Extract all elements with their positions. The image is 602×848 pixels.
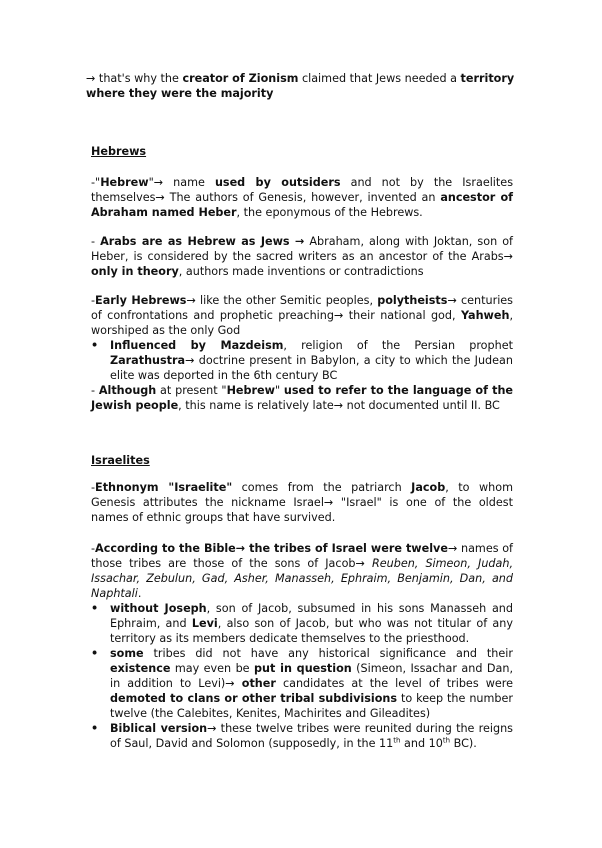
without-joseph-bullet: • without Joseph, son of Jacob, subsumed in his sons Manasseh and Ephraim, and Levi, also son of Jacob, but who was not titular of any territory as its members dedicate themselves to the priesthood. xyxy=(91,602,513,645)
hebrews-paragraph-1: -"Hebrew"→ name used by outsiders and not by the Israelites themselves→ The authors of Genesis, however, invented an ancestor of Abraham named Heber, the eponymous of the Hebrews. xyxy=(91,176,514,219)
intro-paragraph: → that's why the creator of Zionism claimed that Jews needed a territory where they were the majority xyxy=(86,72,515,100)
hebrews-paragraph-3: -Early Hebrews→ like the other Semitic peoples, polytheists→ centuries of confrontations and prophetic preaching→ their national god, Yahweh, worshiped as the only God xyxy=(91,294,514,337)
israelites-section xyxy=(91,453,513,751)
bullet-icon: • xyxy=(91,722,99,735)
mazdeism-bullet: • Influenced by Mazdeism, religion of the Persian prophet Zarathustra→ doctrine present in Babylon, a city to which the Judean elite was deported in the 6th century BC xyxy=(91,339,513,382)
israelites-heading: Israelites xyxy=(91,454,150,467)
bullet-icon: • xyxy=(91,602,99,615)
biblical-version-bullet: • Biblical version→ these twelve tribes were reunited during the reigns of Saul, David and Solomon (supposedly, in the 11th and 10th BC). xyxy=(91,722,513,750)
some-tribes-bullet: • some tribes did not have any historical significance and their existence may even be put in question (Simeon, Issachar and Dan, in addition to Levi)→ other candidates at the level of tribes were demoted to clans or other tribal subdivisions to keep the number twelve (the Calebites, Kenites, Machirites and Gileadites) xyxy=(91,647,514,720)
hebrews-paragraph-4: - Although at present "Hebrew" used to refer to the language of the Jewish people, this name is relatively late→ not documented until II. BC xyxy=(91,384,513,412)
israelites-paragraph-1: -Ethnonym "Israelite" comes from the patriarch Jacob, to whom Genesis attributes the nickname Israel→ "Israel" is one of the oldest names of ethnic groups that have survived. xyxy=(91,481,513,524)
bullet-icon: • xyxy=(91,339,99,352)
hebrews-paragraph-2: - Arabs are as Hebrew as Jews → Abraham, along with Joktan, son of Heber, is considered by the sacred writers as an ancestor of the Arabs→ only in theory, authors made inventions or contradictions xyxy=(91,235,513,278)
bullet-icon: • xyxy=(91,647,99,660)
arrow-icon: → xyxy=(86,72,96,85)
hebrews-section xyxy=(91,144,513,413)
israelites-paragraph-2: -According to the Bible→ the tribes of Israel were twelve→ names of those tribes are those of the sons of Jacob→ Reuben, Simeon, Judah, Issachar, Zebulun, Gad, Asher, Manasseh, Ephraim, Benjamin, Dan, and Naphtali. xyxy=(91,542,514,600)
hebrews-heading: Hebrews xyxy=(91,145,147,158)
